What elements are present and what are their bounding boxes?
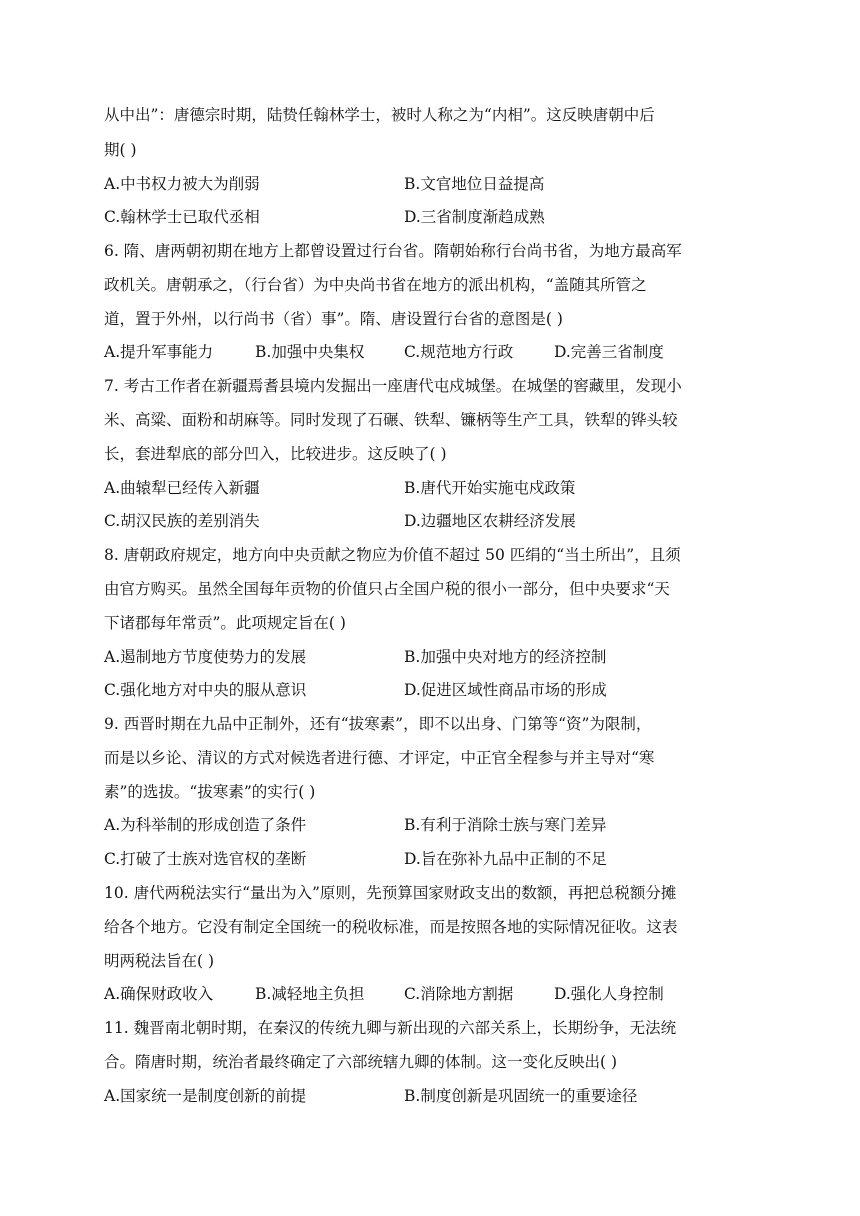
option-b[interactable]: B.制度创新是巩固统一的重要途径 bbox=[404, 1087, 638, 1105]
option-a[interactable]: A.提升军事能力 bbox=[104, 343, 214, 361]
option-b[interactable]: B.唐代开始实施屯戍政策 bbox=[404, 479, 576, 497]
option-b[interactable]: B.加强中央集权 bbox=[255, 343, 365, 361]
option-b[interactable]: B.文官地位日益提高 bbox=[404, 175, 545, 193]
question-9-stem-line: 9. 西晋时期在九品中正制外，还有“拔寒素”，即不以出身、门第等“资”为限制， bbox=[104, 715, 652, 733]
option-a[interactable]: A.曲辕犁已经传入新疆 bbox=[104, 479, 260, 497]
option-c[interactable]: C.胡汉民族的差别消失 bbox=[104, 512, 260, 530]
option-b[interactable]: B.加强中央对地方的经济控制 bbox=[404, 648, 607, 666]
option-b[interactable]: B.有利于消除士族与寒门差异 bbox=[404, 816, 607, 834]
option-c[interactable]: C.消除地方割据 bbox=[404, 985, 514, 1003]
question-8-stem-line: 下诸郡每年常贡”。此项规定旨在( ) bbox=[104, 614, 346, 632]
option-d[interactable]: D.边疆地区农耕经济发展 bbox=[404, 512, 576, 530]
option-c[interactable]: C.规范地方行政 bbox=[404, 343, 514, 361]
question-11-stem-line: 合。隋唐时期，统治者最终确定了六部统辖九卿的体制。这一变化反映出( ) bbox=[104, 1053, 618, 1071]
option-a[interactable]: A.为科举制的形成创造了条件 bbox=[104, 816, 307, 834]
option-a[interactable]: A.中书权力被大为削弱 bbox=[104, 175, 260, 193]
option-d[interactable]: D.完善三省制度 bbox=[554, 343, 664, 361]
question-10-stem-line: 给各个地方。它没有制定全国统一的税收标准，而是按照各地的实际情况征收。这表 bbox=[104, 918, 678, 936]
question-6-stem-line: 道，置于外州，以行尚书（省）事”。隋、唐设置行台省的意图是( ) bbox=[104, 310, 563, 328]
question-9-stem-line: 而是以乡论、清议的方式对候选者进行德、才评定，中正官全程参与并主导对“寒 bbox=[104, 749, 655, 767]
option-b[interactable]: B.减轻地主负担 bbox=[255, 985, 365, 1003]
option-d[interactable]: D.促进区域性商品市场的形成 bbox=[404, 681, 607, 699]
option-a[interactable]: A.遏制地方节度使势力的发展 bbox=[104, 648, 307, 666]
question-11-stem-line: 11. 魏晋南北朝时期，在秦汉的传统九卿与新出现的六部关系上，长期纷争，无法统 bbox=[104, 1019, 677, 1037]
option-d[interactable]: D.三省制度渐趋成熟 bbox=[404, 208, 545, 226]
option-a[interactable]: A.确保财政收入 bbox=[104, 985, 214, 1003]
question-7-stem-line: 长，套进犁底的部分凹入，比较进步。这反映了( ) bbox=[104, 445, 447, 463]
question-6-stem-line: 政机关。唐朝承之，（行台省）为中央尚书省在地方的派出机构，“盖随其所管之 bbox=[104, 276, 647, 294]
question-5-stem-line: 期( ) bbox=[104, 141, 137, 159]
option-a[interactable]: A.国家统一是制度创新的前提 bbox=[104, 1087, 307, 1105]
option-d[interactable]: D.强化人身控制 bbox=[554, 985, 664, 1003]
question-8-stem-line: 由官方购买。虽然全国每年贡物的价值只占全国户税的很小一部分，但中央要求“天 bbox=[104, 580, 670, 598]
question-10-stem-line: 10. 唐代两税法实行“量出为入”原则，先预算国家财政支出的数额，再把总税额分摊 bbox=[104, 884, 677, 902]
question-7-stem-line: 7. 考古工作者在新疆焉耆县境内发掘出一座唐代屯戍城堡。在城堡的窖藏里，发现小 bbox=[104, 377, 682, 395]
option-c[interactable]: C.翰林学士已取代丞相 bbox=[104, 208, 260, 226]
question-10-stem-line: 明两税法旨在( ) bbox=[104, 952, 215, 970]
question-6-stem-line: 6. 隋、唐两朝初期在地方上都曾设置过行台省。隋朝始称行台尚书省，为地方最高军 bbox=[104, 242, 682, 260]
question-7-stem-line: 米、高粱、面粉和胡麻等。同时发现了石碾、铁犁、镰柄等生产工具，铁犁的铧头较 bbox=[104, 411, 678, 429]
option-d[interactable]: D.旨在弥补九品中正制的不足 bbox=[404, 850, 607, 868]
option-c[interactable]: C.强化地方对中央的服从意识 bbox=[104, 681, 307, 699]
question-9-stem-line: 素”的选拔。“拔寒素”的实行( ) bbox=[104, 783, 316, 801]
question-8-stem-line: 8. 唐朝政府规定，地方向中央贡献之物应为价值不超过 50 匹绢的“当土所出”，且须 bbox=[104, 546, 681, 564]
option-c[interactable]: C.打破了士族对选官权的垄断 bbox=[104, 850, 307, 868]
question-5-stem-line: 从中出”：唐德宗时期，陆贽任翰林学士，被时人称之为“内相”。这反映唐朝中后 bbox=[104, 106, 655, 124]
